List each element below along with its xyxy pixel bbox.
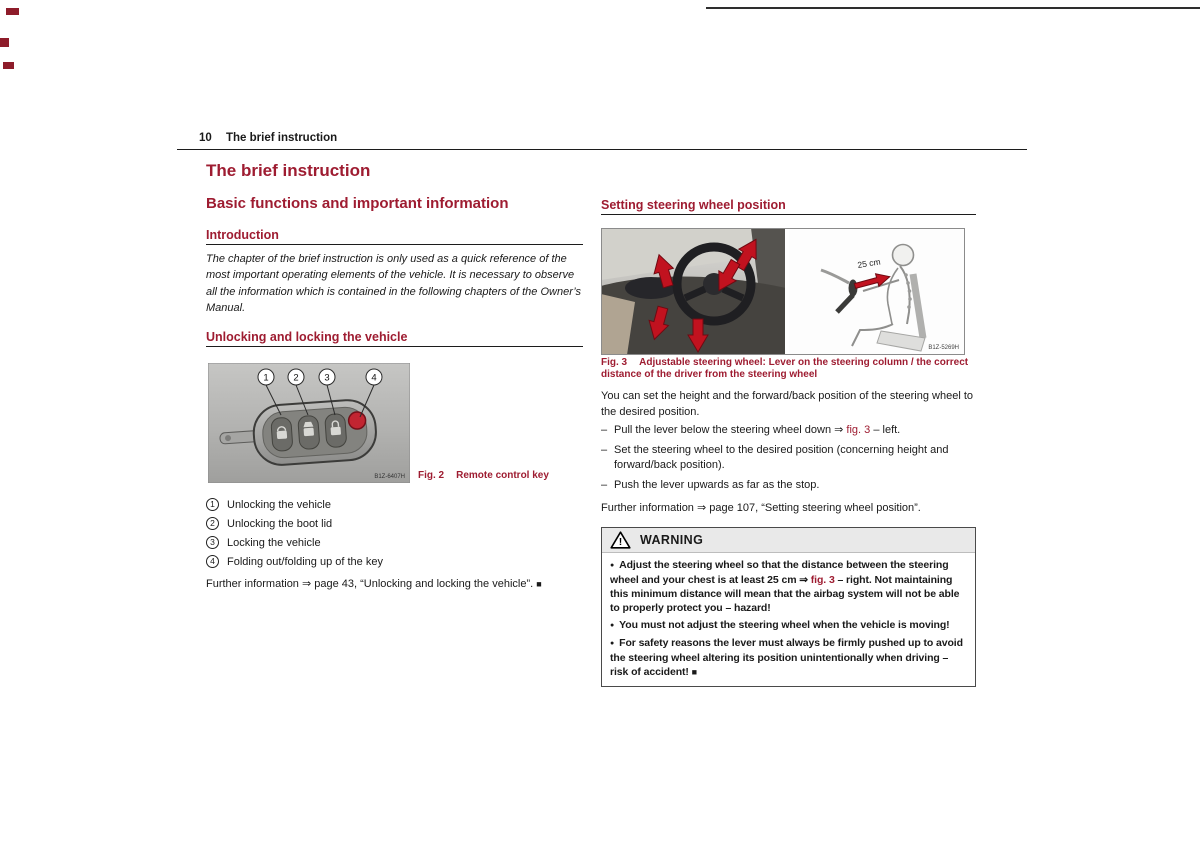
figure-code: B1Z-6407H [374,474,405,480]
callout-number: 3 [206,536,219,549]
figure-steering-wheel [601,228,965,355]
warning-bullet [610,618,967,633]
lock-icon [331,427,342,436]
text-segment: Pull the lever below the steering wheel down [614,424,835,436]
figure-label: Fig. 2 [418,470,445,481]
double-arrow-symbol: ⇒ [301,578,312,590]
text-segment: page 43, “Unlocking and locking the vehicle”. [311,578,537,590]
double-arrow-symbol: ⇒ [834,424,847,436]
text-segment: Further information [601,502,697,514]
list-item [206,536,586,549]
text-segment: Adjust the steering wheel so that the distance between the steering wheel and your chest is at least 25 cm [610,559,949,586]
callout-number: 1 [263,372,269,384]
section-title: Basic functions and important information [206,195,509,212]
step-item [601,478,983,494]
warning-triangle-icon [610,531,631,549]
figure-caption-text: Adjustable steering wheel: Lever on the steering column / the correct distance of the driver from the steering wheel [601,357,969,380]
panel-driver-distance [789,228,965,355]
scan-artifact [0,38,9,47]
double-arrow-symbol: ⇒ [799,573,811,586]
warning-bullet [610,558,967,615]
cross-reference [601,501,983,514]
bullet-symbol: ● [610,561,615,569]
text-segment: You must not adjust the steering wheel when the vehicle is moving! [619,619,950,632]
chapter-title: The brief instruction [206,161,371,180]
dash-marker: – [601,443,608,456]
bullet-symbol: ● [610,621,615,629]
text-segment: Further information [206,578,302,590]
bullet-symbol: ● [610,639,615,647]
exclamation-mark: ! [618,536,623,549]
callout-number: 1 [206,498,219,511]
page-number: 10 [199,132,212,144]
heading-unlocking: Unlocking and locking the vehicle [206,330,408,344]
header-rule [177,149,1027,150]
distance-label: 25 cm [856,256,882,270]
text-segment: For safety reasons the lever must always be firmly pushed up to avoid the steering wheel altering its position unintentionally when driving – risk of accident! [610,637,963,678]
text-segment: – right. Not maintaining this minimum distance will mean that the airbag system will not be able to properly protect you – hazard! [610,573,960,615]
heading-introduction: Introduction [206,228,279,242]
step-item [601,443,983,474]
divider [206,244,583,245]
figure-code: B1Z-5269H [928,345,959,351]
figure-reference-link: fig. 3 [846,424,871,436]
callout-number: 4 [371,372,377,384]
introduction-paragraph: The chapter of the brief instruction is only used as a quick reference of the most important operating elements of the vehicle. It is necessary to observe all the information which is contained in the following chapters of the Owner’s Manual. [206,253,582,315]
scan-artifact [6,8,19,15]
heading-steering: Setting steering wheel position [601,198,786,212]
warning-body [602,553,975,686]
divider [601,214,976,215]
text-segment: Push the lever upwards as far as the stop. [614,478,820,491]
end-square-symbol: ■ [691,666,697,677]
warning-box [601,527,976,687]
dash-marker: – [601,478,608,491]
list-item-label: Unlocking the boot lid [227,517,333,530]
divider [206,346,583,347]
figure-remote-control-key [208,363,410,483]
panel-steering-lever [601,228,786,355]
steps-list [601,423,983,497]
key-fold-button [348,411,366,429]
running-header-title: The brief instruction [226,132,338,144]
scan-artifact-line [706,7,1200,9]
callout-number: 4 [206,555,219,568]
list-item-label: Locking the vehicle [227,536,321,549]
warning-bullet [610,636,967,679]
list-item [206,555,586,568]
dash-marker: – [601,424,608,436]
text-segment: page 107, “Setting steering wheel position”. [706,502,921,514]
list-item-label: Folding out/folding up of the key [227,555,383,568]
list-item [206,517,586,530]
list-item-label: Unlocking the vehicle [227,498,331,511]
cross-reference [206,577,590,590]
figure-reference-link: fig. 3 [810,573,835,586]
end-square-symbol: ■ [536,579,542,589]
driver-head [893,245,914,266]
text-segment: Set the steering wheel to the desired position (concerning height and forward/back position). [614,443,949,471]
key-legend-list [206,498,586,574]
list-item [206,498,586,511]
figure-caption [418,470,584,482]
warning-title: WARNING [640,533,704,547]
scan-artifact [3,62,14,69]
callout-number: 3 [324,372,330,384]
step-item [601,423,983,439]
callout-number: 2 [293,372,299,384]
steering-intro-paragraph: You can set the height and the forward/back position of the steering wheel to the desired position. [601,390,974,418]
text-segment: – left. [870,424,901,436]
figure-label: Fig. 3 [601,357,628,368]
figure-caption-text: Remote control key [456,470,549,481]
warning-header [602,528,975,553]
callout-number: 2 [206,517,219,530]
figure-caption [601,357,978,380]
double-arrow-symbol: ⇒ [696,502,707,514]
